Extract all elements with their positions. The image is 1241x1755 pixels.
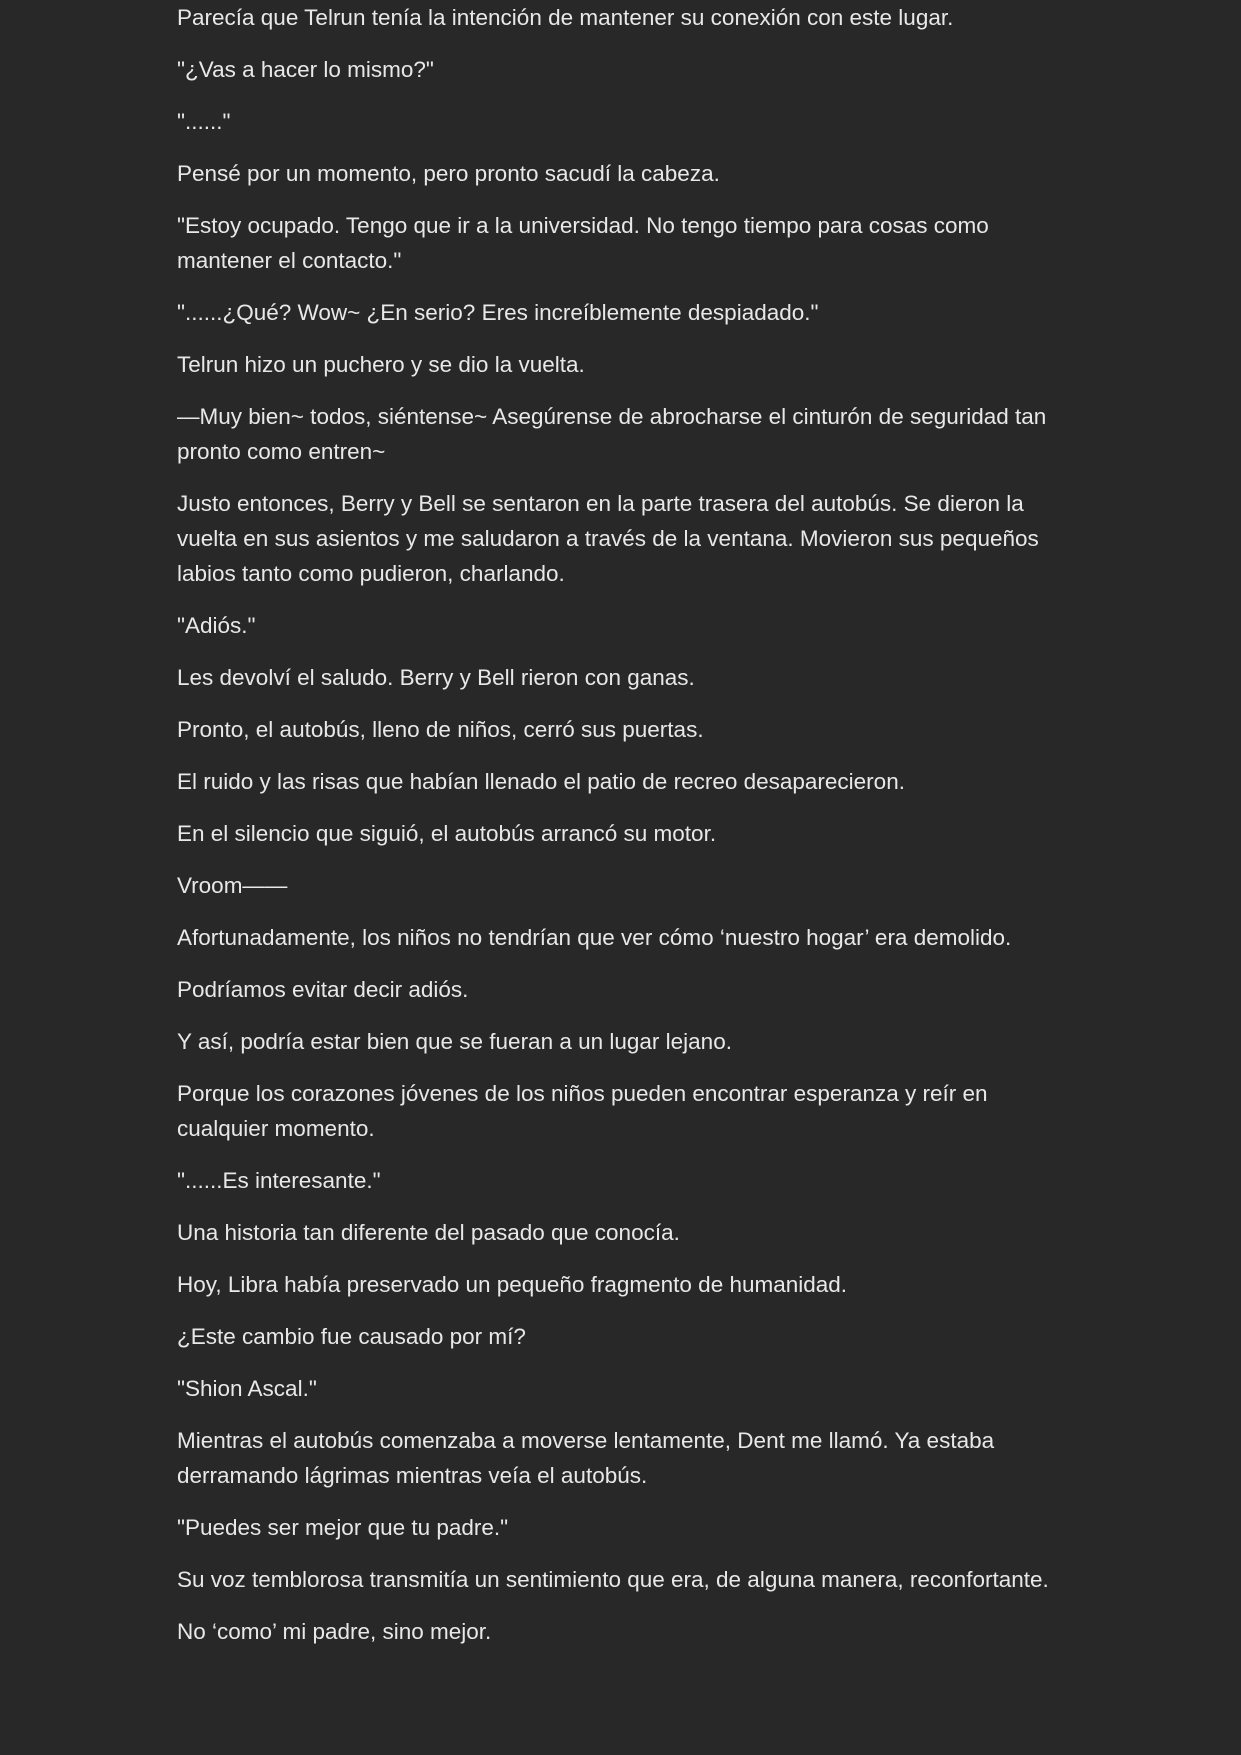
paragraph: Pronto, el autobús, lleno de niños, cerró sus puertas. [177,717,704,742]
paragraph: "......Es interesante." [177,1168,381,1193]
paragraph: Y así, podría estar bien que se fueran a un lugar lejano. [177,1029,732,1054]
paragraph: Podríamos evitar decir adiós. [177,977,469,1002]
paragraph: Una historia tan diferente del pasado que conocía. [177,1220,680,1245]
paragraph: Justo entonces, Berry y Bell se sentaron en la parte trasera del autobús. Se dieron la vuelta en sus asientos y me saludaron a través de la ventana. Movieron sus pequeños labios tanto como pudieron, charlando. [177,491,1039,586]
paragraph: Parecía que Telrun tenía la intención de mantener su conexión con este lugar. [177,5,954,30]
paragraph: Su voz temblorosa transmitía un sentimiento que era, de alguna manera, reconfortante. [177,1567,1049,1592]
paragraph: —Muy bien~ todos, siéntense~ Asegúrense de abrocharse el cinturón de seguridad tan pronto como entren~ [177,404,1047,464]
paragraph: "......" [177,109,231,134]
paragraph: Mientras el autobús comenzaba a moverse lentamente, Dent me llamó. Ya estaba derramando lágrimas mientras veía el autobús. [177,1428,995,1488]
paragraph: Porque los corazones jóvenes de los niños pueden encontrar esperanza y reír en cualquier momento. [177,1081,988,1141]
paragraph: Vroom—— [177,873,288,898]
paragraph: Les devolví el saludo. Berry y Bell rieron con ganas. [177,665,695,690]
paragraph: "¿Vas a hacer lo mismo?" [177,57,434,82]
paragraph: "Puedes ser mejor que tu padre." [177,1515,509,1540]
paragraph: Telrun hizo un puchero y se dio la vuelta. [177,352,585,377]
paragraph: "Estoy ocupado. Tengo que ir a la universidad. No tengo tiempo para cosas como mantener el contacto." [177,213,989,273]
paragraph: En el silencio que siguió, el autobús arrancó su motor. [177,821,717,846]
reader-text-column [177,0,1057,1666]
paragraph: Hoy, Libra había preservado un pequeño fragmento de humanidad. [177,1272,848,1297]
paragraph: Pensé por un momento, pero pronto sacudí la cabeza. [177,161,720,186]
paragraph: "Adiós." [177,613,256,638]
paragraph: "......¿Qué? Wow~ ¿En serio? Eres increíblemente despiadado." [177,300,819,325]
paragraph: "Shion Ascal." [177,1376,317,1401]
paragraph: ¿Este cambio fue causado por mí? [177,1324,526,1349]
paragraph: Afortunadamente, los niños no tendrían que ver cómo ‘nuestro hogar’ era demolido. [177,925,1012,950]
paragraph: No ‘como’ mi padre, sino mejor. [177,1619,492,1644]
paragraph: El ruido y las risas que habían llenado el patio de recreo desaparecieron. [177,769,905,794]
